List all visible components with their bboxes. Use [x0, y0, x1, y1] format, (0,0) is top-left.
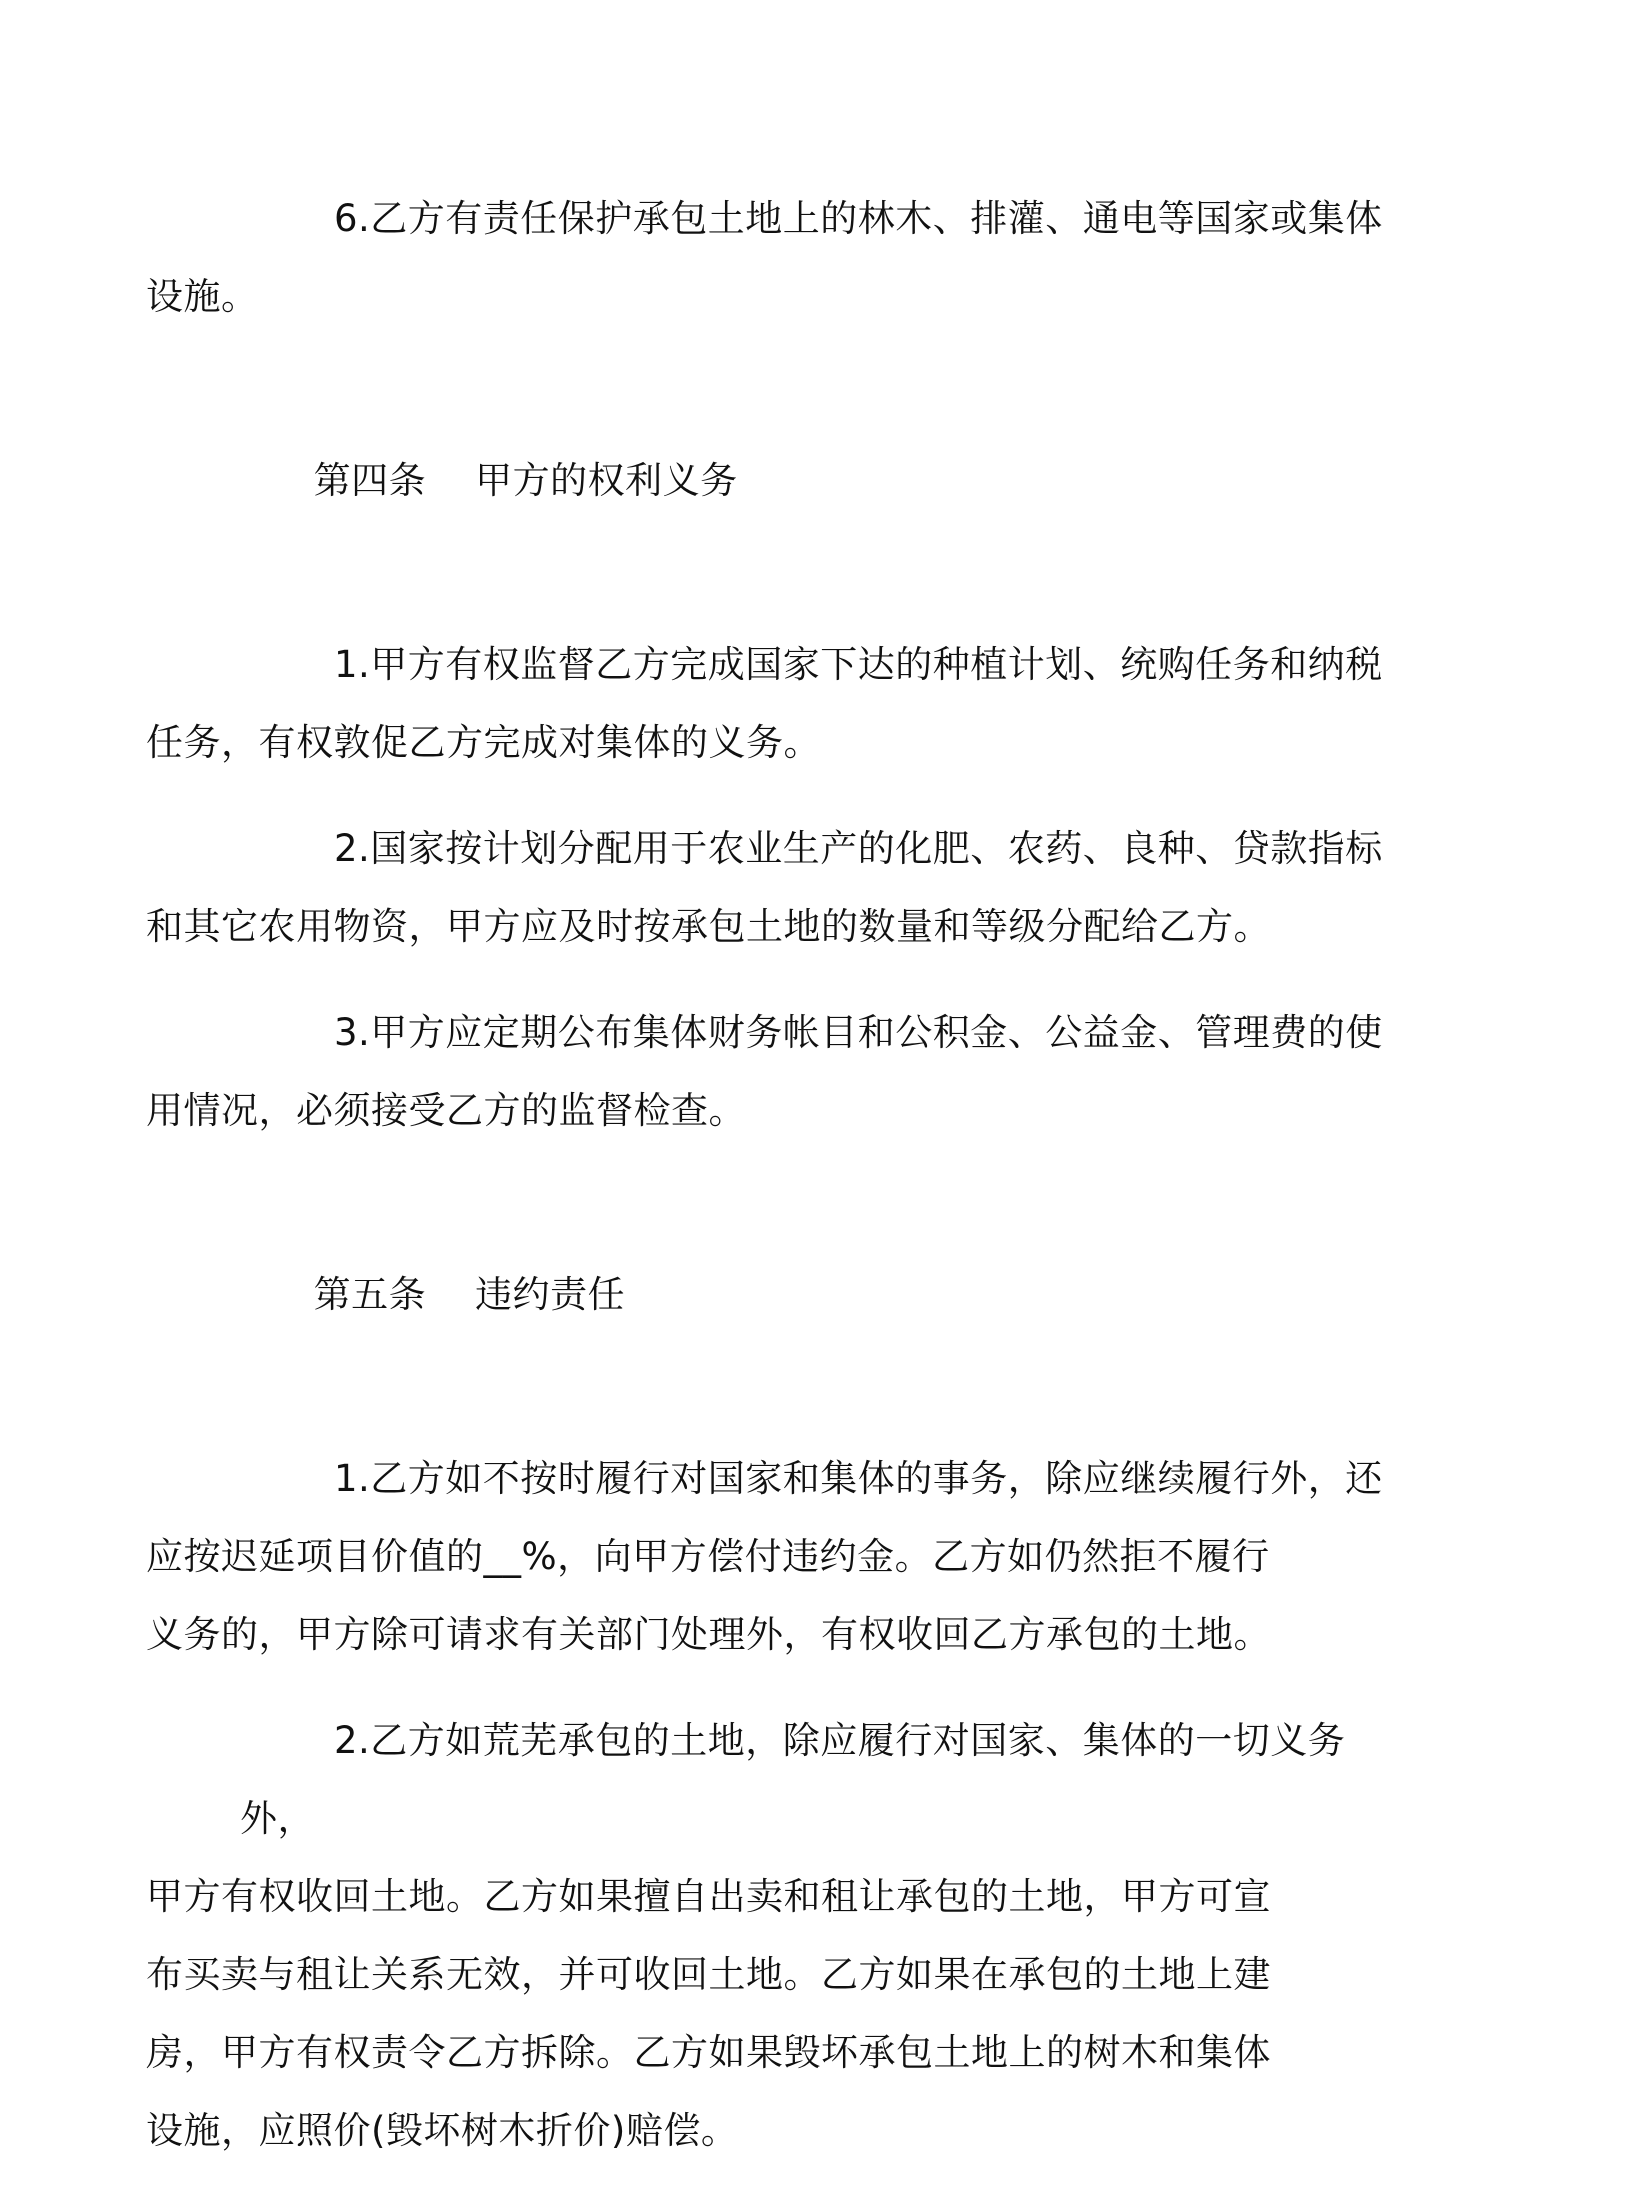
text-line: 设施。 — [146, 275, 259, 318]
text-line: 用情况，必须接受乙方的监督检查。 — [146, 1089, 746, 1132]
text-line: 和其它农用物资，甲方应及时按承包土地的数量和等级分配给乙方。 — [146, 905, 1271, 948]
paragraph-article-4-item-2 — [146, 810, 1400, 966]
paragraph-article-5-item-2 — [146, 1702, 1400, 2170]
text-line: 义务的，甲方除可请求有关部门处理外，有权收回乙方承包的土地。 — [146, 1613, 1271, 1656]
heading-text: 第四条 甲方的权利义务 — [313, 459, 738, 502]
paragraph-article-4-item-1 — [146, 626, 1400, 782]
text-line: 3.甲方应定期公布集体财务帐目和公积金、公益金、管理费的使 — [334, 1011, 1383, 1054]
text-line: 1.甲方有权监督乙方完成国家下达的种植计划、统购任务和纳税 — [334, 643, 1383, 686]
text-line: 任务，有权敦促乙方完成对集体的义务。 — [146, 721, 821, 764]
document-body — [146, 180, 1400, 2198]
section-heading-article-4 — [240, 364, 1400, 598]
text-line: 2.乙方如荒芜承包的土地，除应履行对国家、集体的一切义务外， — [240, 1719, 1346, 1840]
text-line: 应按迟延项目价值的__%，向甲方偿付违约金。乙方如仍然拒不履行 — [146, 1535, 1270, 1578]
text-line: 甲方有权收回土地。乙方如果擅自出卖和租让承包的土地，甲方可宣 — [146, 1875, 1271, 1918]
text-line: 房，甲方有权责令乙方拆除。乙方如果毁坏承包土地上的树木和集体 — [146, 2031, 1271, 2074]
text-line: 2.国家按计划分配用于农业生产的化肥、农药、良种、贷款指标 — [334, 827, 1383, 870]
section-heading-article-5 — [240, 1178, 1400, 1412]
paragraph-clause-3-item-6 — [146, 180, 1400, 336]
text-line: 1.乙方如不按时履行对国家和集体的事务，除应继续履行外，还 — [334, 1457, 1383, 1500]
heading-text: 第五条 违约责任 — [313, 1273, 626, 1316]
text-line: 6.乙方有责任保护承包土地上的林木、排灌、通电等国家或集体 — [334, 197, 1383, 240]
text-line: 布买卖与租让关系无效，并可收回土地。乙方如果在承包的土地上建 — [146, 1953, 1271, 1996]
text-line: 设施，应照价(毁坏树木折价)赔偿。 — [146, 2109, 739, 2152]
paragraph-article-4-item-3 — [146, 994, 1400, 1150]
paragraph-article-5-item-1 — [146, 1440, 1400, 1674]
